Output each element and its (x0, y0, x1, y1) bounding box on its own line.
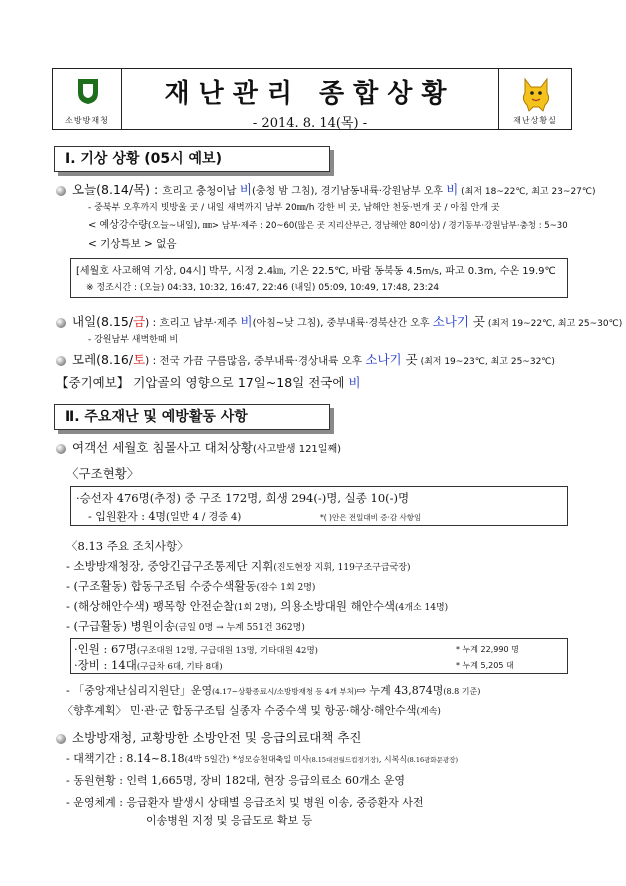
today-forecast: 오늘(8.14/목) : 흐리고 충청이남 비(충청 밤 그침), 경기남동내륙·강원남부 오후 비 (최저 18~22℃, 최고 23~27℃) (56, 180, 596, 198)
mascot-icon (517, 75, 555, 113)
psych-support: - 「중앙재난심리지원단」운영(4.17~상황종료시/소방방재청 등 4개 부처)⇨ 누계 43,874명(8.8 기준) (66, 684, 481, 697)
measure-command: - 소방방재청장, 중앙긴급구조통제단 지휘(진도현장 지휘, 119구조구급국장) (66, 559, 411, 573)
section-disaster-title: Ⅱ. 주요재난 및 예방활동 사항 (65, 409, 248, 425)
bullet-icon (56, 186, 66, 196)
title-box (122, 68, 498, 130)
fire-agency-shield-icon (77, 77, 99, 105)
tomorrow-detail: - 강원남부 새벽한때 비 (88, 335, 179, 345)
pope-operation: - 운영체계 : 응급환자 발생시 상태별 응급조치 및 병원 이송, 중증환자 사전 (66, 796, 424, 809)
measure-coastal-search: - (해상해안수색) 팽목항 안전순찰(1회 2명), 의용소방대원 해안수색(4개소 14명) (66, 599, 449, 613)
bullet-icon (56, 318, 66, 328)
ferry-title: 여객선 세월호 침몰사고 대처상황(사고발생 121일째) (56, 438, 341, 456)
pope-period: - 대책기간 : 8.14~8.18(4박 5일간) *성모승천대축일 미사(8.15대전월드컵경기장), 시복식(8.16광화문광장) (66, 752, 459, 765)
today-detail: - 중북부 오후까지 빗방울 곳 / 내일 새벽까지 남부 20㎜/h 강한 비 곳, 남해안 천둥·번개 곳 / 아침 안개 곳 (88, 203, 500, 213)
rainfall-expected: < 예상강수량(오늘~내일), ㎜> 남부·제주 : 20~60(많은 곳 지리산부근, 경남해안 80이상) / 경기동부·강원남부·충청 : 5~30 (88, 220, 568, 231)
section-weather-header (54, 146, 330, 172)
measure-rescue: - (구조활동) 합동구조팀 수중수색활동(잠수 1회 2명) (66, 579, 316, 593)
equipment-total: * 누계 5,205 대 (456, 661, 514, 670)
staff-count: ·인원 : 67명(구조대원 12명, 구급대원 13명, 기타대원 42명) (74, 642, 318, 656)
sewol-weather: [세월호 사고해역 기상, 04시] 박무, 시정 2.4㎞, 기온 22.5℃, 바람 동북동 4.5m/s, 파고 0.3m, 수온 19.9℃ (76, 266, 556, 277)
section-weather-title: Ⅰ. 기상 상황 (05시 예보) (65, 151, 222, 167)
future-plan: 〈향후계획〉 민·관·군 합동구조팀 실종자 수중수색 및 항공·해상·해안수색(계속) (62, 704, 441, 717)
bullet-icon (56, 444, 66, 454)
tomorrow-forecast: 내일(8.15/금) : 흐리고 남부·제주 비(아침~낮 그침), 중부내륙·경북산간 오후 소나기 곳 (최저 19~22℃, 최고 25~30℃) (56, 312, 622, 330)
bullet-icon (56, 734, 66, 744)
org-label: 소방방재청 (65, 116, 109, 125)
pope-visit-title: 소방방재청, 교황방한 소방안전 및 응급의료대책 추진 (56, 728, 362, 746)
pope-resources: - 동원현황 : 인력 1,665명, 장비 182대, 현장 응급의료소 60개소 운영 (66, 774, 406, 787)
bullet-icon (56, 356, 66, 366)
office-label: 재난상황실 (513, 116, 557, 125)
page-title: 재난관리 종합상황 (164, 79, 456, 109)
hospitalized: - 입원환자 : 4명(일반 4 / 경증 4) (88, 510, 242, 523)
office-box (498, 68, 572, 130)
dayafter-forecast: 모레(8.16/토) : 전국 가끔 구름많음, 중부내륙·경상내륙 오후 소나기 곳 (최저 19~23℃, 최고 25~32℃) (56, 350, 555, 368)
pope-operation-cont: 이송병원 지정 및 응급도로 확보 등 (146, 814, 313, 827)
measures-label: 〈8.13 주요 조치사항〉 (66, 539, 189, 553)
report-date: - 2014. 8. 14(목) - (252, 116, 368, 131)
measure-ambulance: - (구급활동) 병원이송(금일 0명 → 누계 551건 362명) (66, 619, 305, 633)
rescue-label: 〈구조현황〉 (66, 466, 140, 481)
equipment-count: ·장비 : 14대(구급차 6대, 기타 8대) (74, 658, 223, 672)
tide-times: ※ 정조시간 : (오늘) 04:33, 10:32, 16:47, 22:46 (내일) 05:09, 10:49, 17:48, 23:24 (86, 283, 440, 293)
staff-total: * 누계 22,990 명 (456, 645, 519, 654)
midterm-forecast: 【중기예보】 기압골의 영향으로 17일~18일 전국에 비 (56, 375, 361, 390)
org-logo-box (52, 68, 122, 130)
section-disaster-header (54, 404, 330, 430)
weather-advisory: < 기상특보 > 없음 (88, 238, 177, 250)
rescue-note: *( )안은 전일대비 증·감 사항임 (320, 513, 422, 522)
rescue-status: ·승선자 476명(추정) 중 구조 172명, 희생 294(-)명, 실종 10(-)명 (76, 491, 410, 505)
